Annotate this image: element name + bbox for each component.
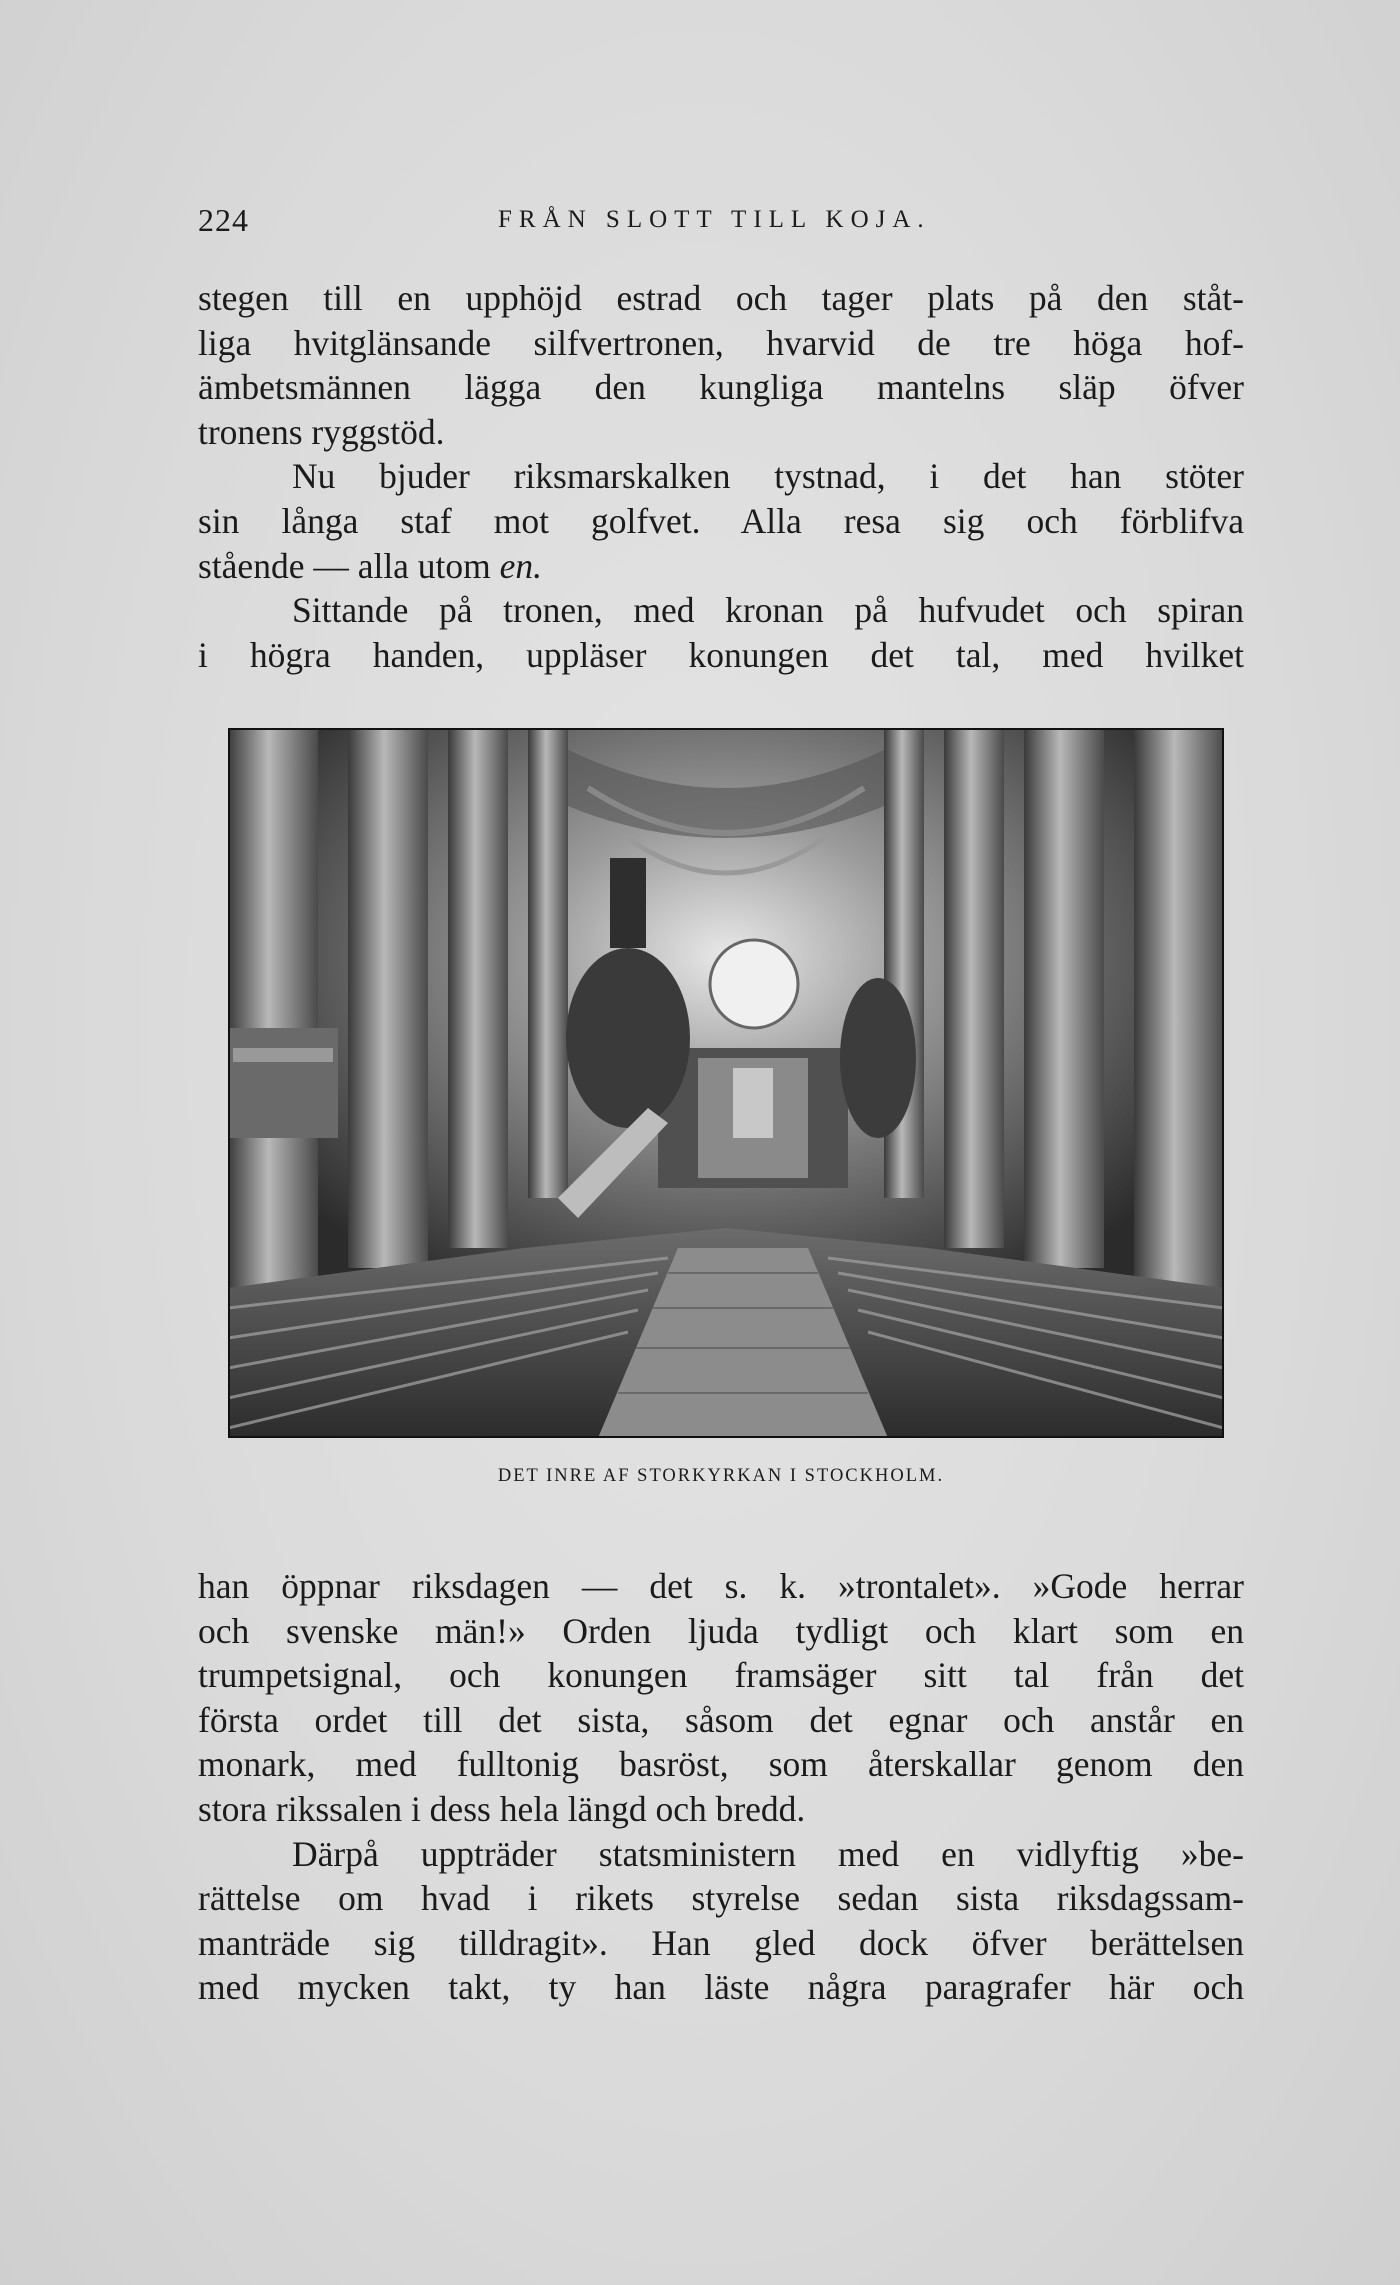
text-block-top — [198, 276, 1244, 677]
book-title: FRÅN SLOTT TILL KOJA. — [498, 206, 931, 233]
text-line: stora rikssalen i dess hela längd och bredd. — [198, 1788, 806, 1829]
text-line: han öppnar riksdagen — det s. k. »trontalet». »Gode herrar — [198, 1566, 1244, 1606]
text-line: sin långa staf mot golfvet. Alla resa sig och förblifva — [198, 500, 1244, 541]
text-line: Nu bjuder riksmarskalken tystnad, i det han stöter — [292, 456, 1244, 497]
text-line: liga hvitglänsande silfvertronen, hvarvid de tre höga hof- — [198, 322, 1244, 363]
text-line — [198, 544, 1244, 589]
text-line: stegen till en upphöjd estrad och tager plats på den ståt- — [198, 278, 1244, 318]
text-line-start: stående — alla utom — [198, 545, 500, 586]
text-line: rättelse om hvad i rikets styrelse sedan sista riksdagssam- — [198, 1878, 1244, 1919]
text-line: trumpetsignal, och konungen framsäger sitt tal från det — [198, 1655, 1244, 1696]
text-line: tronens ryggstöd. — [198, 411, 445, 452]
text-line: första ordet till det sista, såsom det egnar och anstår en — [198, 1699, 1244, 1740]
emphasis-word: en. — [499, 545, 543, 586]
text-block-bottom — [198, 1564, 1244, 2010]
text-line: med mycken takt, ty han läste några paragrafer här och — [198, 1967, 1244, 2008]
text-line: ämbetsmännen lägga den kungliga mantelns släp öfver — [198, 367, 1244, 408]
figure-caption: DET INRE AF STORKYRKAN I STOCKHOLM. — [497, 1466, 945, 1486]
church-interior-illustration — [228, 728, 1224, 1438]
text-line: Sittande på tronen, med kronan på hufvudet och spiran — [292, 590, 1244, 631]
text-line: manträde sig tilldragit». Han gled dock öfver berättelsen — [198, 1922, 1244, 1963]
text-line: i högra handen, uppläser konungen det tal, med hvilket — [198, 634, 1244, 675]
text-line: och svenske män!» Orden ljuda tydligt och klart som en — [198, 1610, 1244, 1651]
running-head — [198, 196, 1250, 250]
text-line: monark, med fulltonig basröst, som återskallar genom den — [198, 1744, 1244, 1785]
text-line: Därpå uppträder statsministern med en vidlyftig »be- — [292, 1833, 1244, 1874]
page-number: 224 — [198, 202, 249, 238]
